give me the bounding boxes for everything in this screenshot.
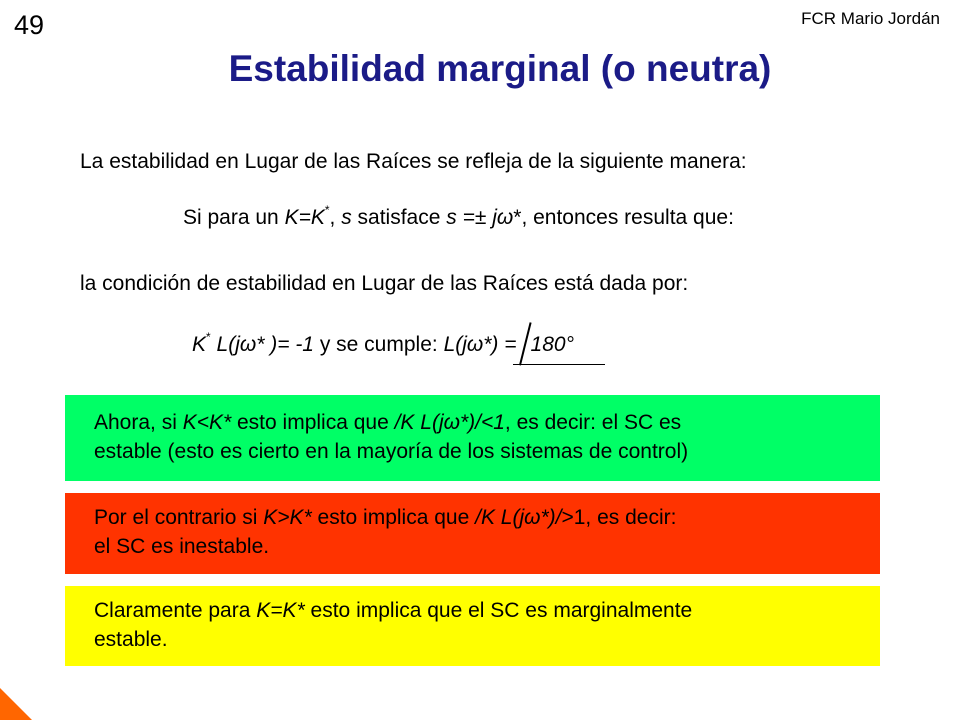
stability-condition-text: la condición de estabilidad en Lugar de las Raíces está dada por: bbox=[80, 272, 689, 295]
marginal-text-2: esto implica que el SC es marginalmente bbox=[304, 599, 693, 622]
eq-l-expr: L(jω*) = bbox=[443, 333, 517, 356]
marginal-text-1: Claramente para bbox=[94, 599, 257, 622]
marginal-case-line-1 bbox=[94, 596, 880, 625]
eq-middle-text: y se cumple: bbox=[314, 333, 444, 356]
angle-symbol bbox=[517, 333, 594, 357]
condition-part-1: Si para un bbox=[183, 206, 285, 229]
j-omega: jω bbox=[492, 206, 514, 229]
condition-part-4: *, entonces resulta que: bbox=[513, 206, 734, 229]
marginal-case-box bbox=[65, 586, 880, 666]
condition-statement bbox=[183, 203, 734, 230]
stable-magnitude-expr: /K L(jω*)/<1 bbox=[394, 411, 505, 434]
unstable-case-line-2: el SC es inestable. bbox=[94, 535, 270, 558]
unstable-k-greater: K>K* bbox=[263, 506, 312, 529]
eq-k-star: * bbox=[206, 330, 211, 344]
angle-symbol-base bbox=[513, 364, 605, 365]
marginal-k-equal: K=K* bbox=[256, 599, 305, 622]
s-equals: s = bbox=[446, 206, 475, 229]
stable-k-less: K<K* bbox=[182, 411, 232, 434]
stable-text-3: , es decir: el SC es bbox=[504, 411, 682, 434]
intro-text: La estabilidad en Lugar de las Raíces se refleja de la siguiente manera: bbox=[80, 150, 747, 173]
eq-k: K bbox=[192, 333, 207, 356]
unstable-case-line-1 bbox=[94, 503, 880, 532]
stability-equation bbox=[192, 330, 594, 357]
stable-case-line-1 bbox=[94, 408, 880, 437]
unstable-text-3: >1, es decir: bbox=[561, 506, 677, 529]
k-equals-kstar: K=K bbox=[284, 206, 325, 229]
stable-case-box bbox=[65, 395, 880, 481]
stable-text-1: Ahora, si bbox=[94, 411, 183, 434]
plus-minus-symbol: ± bbox=[474, 206, 493, 229]
condition-part-3: satisface bbox=[351, 206, 447, 229]
author-label: FCR Mario Jordán bbox=[801, 9, 940, 28]
angle-value: 180° bbox=[530, 333, 574, 356]
s-variable: s bbox=[341, 206, 352, 229]
unstable-text-2: esto implica que bbox=[311, 506, 476, 529]
condition-part-2: , bbox=[329, 206, 342, 229]
marginal-case-line-2: estable. bbox=[94, 628, 168, 651]
angle-symbol-diagonal bbox=[519, 322, 532, 365]
stable-text-2: esto implica que bbox=[231, 411, 395, 434]
slide-number: 49 bbox=[14, 10, 45, 40]
corner-accent-triangle bbox=[0, 688, 32, 720]
unstable-text-1: Por el contrario si bbox=[94, 506, 264, 529]
k-superscript-star: * bbox=[324, 203, 330, 217]
stable-case-line-2: estable (esto es cierto en la mayoría de los sistemas de control) bbox=[94, 440, 689, 463]
unstable-magnitude-expr: /K L(jω*)/ bbox=[475, 506, 562, 529]
eq-lhs: L(jω* )= -1 bbox=[210, 333, 314, 356]
unstable-case-box bbox=[65, 493, 880, 574]
slide-title: Estabilidad marginal (o neutra) bbox=[228, 48, 772, 89]
